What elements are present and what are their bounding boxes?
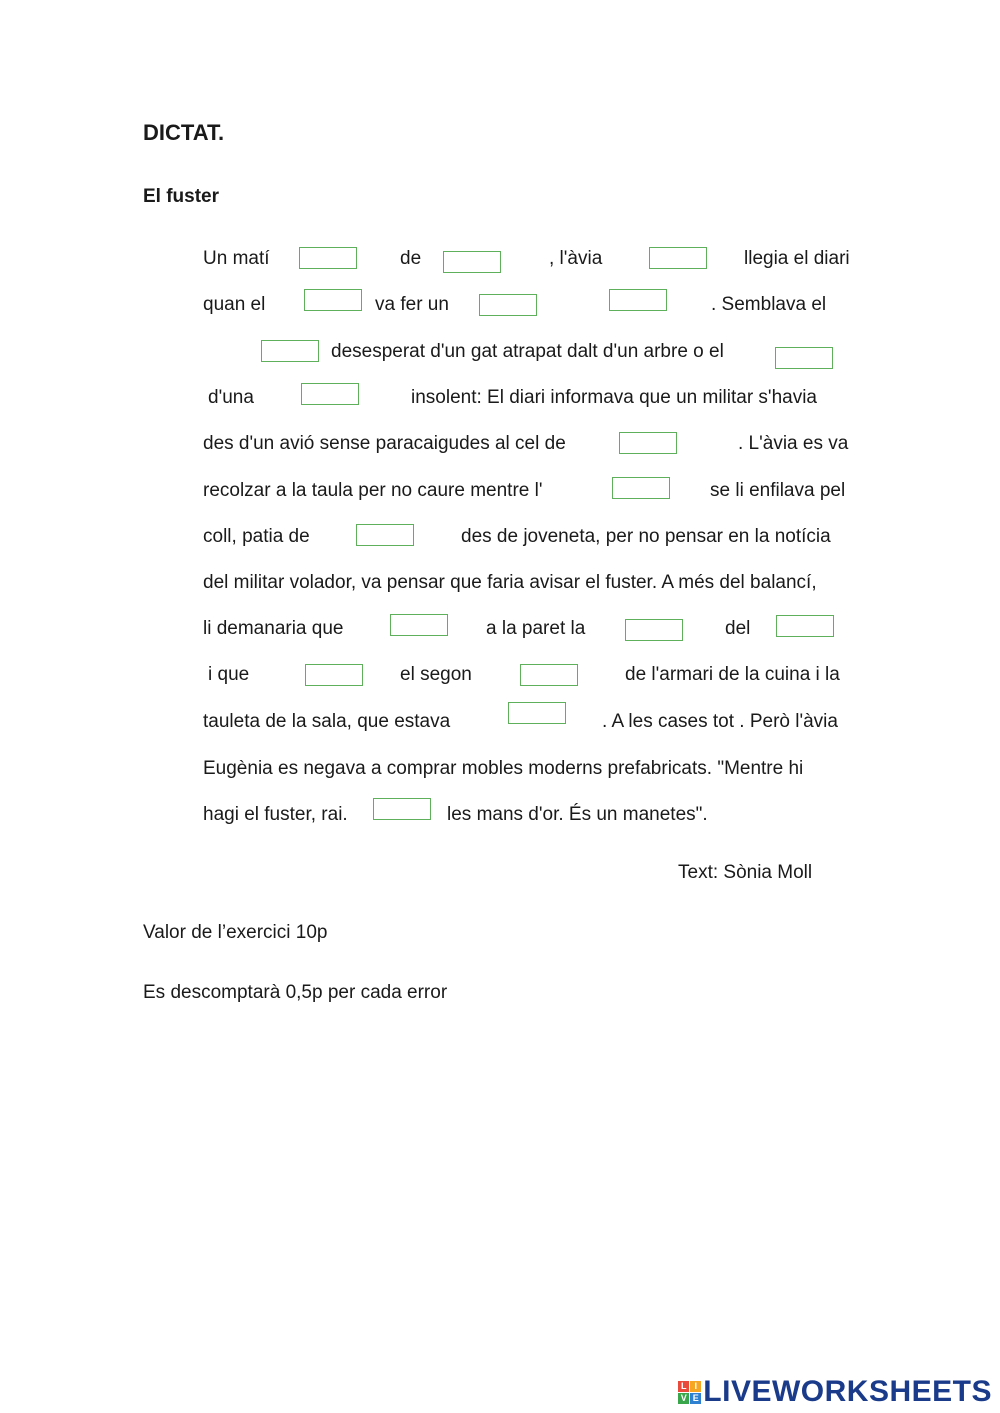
- text-fragment: de: [400, 248, 422, 269]
- answer-blank-10[interactable]: [619, 432, 677, 454]
- text-fragment: desesperat d'un gat atrapat dalt d'un arbre o el: [331, 341, 724, 362]
- answer-blank-11[interactable]: [612, 477, 670, 499]
- exercise-value-note: Valor de l’exercici 10p: [143, 922, 328, 943]
- answer-blank-1[interactable]: [299, 247, 357, 269]
- text-fragment: va fer un: [375, 294, 449, 315]
- answer-blank-3[interactable]: [649, 247, 707, 269]
- answer-blank-4[interactable]: [304, 289, 362, 311]
- text-fragment: des d'un avió sense paracaigudes al cel de: [203, 433, 566, 454]
- answer-blank-14[interactable]: [625, 619, 683, 641]
- text-fragment: llegia el diari: [744, 248, 850, 269]
- text-fragment: . L'àvia es va: [738, 433, 849, 454]
- text-fragment: . Semblava el: [711, 294, 827, 315]
- text-fragment: del: [725, 618, 751, 639]
- answer-blank-18[interactable]: [508, 702, 566, 724]
- answer-blank-12[interactable]: [356, 524, 414, 546]
- text-fragment: . A les cases tot . Però l'àvia: [602, 711, 838, 732]
- liveworksheets-logo: [678, 1375, 992, 1409]
- text-fragment: i que: [208, 664, 250, 685]
- logo-wordmark: LIVEWORKSHEETS: [703, 1375, 992, 1408]
- text-fragment: coll, patia de: [203, 526, 310, 547]
- logo-letter: V: [678, 1393, 689, 1404]
- text-fragment: del militar volador, va pensar que faria avisar el fuster. A més del balancí,: [203, 572, 817, 593]
- deduction-note: Es descomptarà 0,5p per cada error: [143, 982, 448, 1003]
- text-fragment: Eugènia es negava a comprar mobles moderns prefabricats. "Mentre hi: [203, 758, 804, 779]
- text-fragment: les mans d'or. És un manetes".: [447, 804, 708, 825]
- answer-blank-13[interactable]: [390, 614, 448, 636]
- logo-letter: L: [678, 1381, 689, 1392]
- text-fragment: de l'armari de la cuina i la: [625, 664, 840, 685]
- answer-blank-16[interactable]: [305, 664, 363, 686]
- text-fragment: tauleta de la sala, que estava: [203, 711, 451, 732]
- exercise-subtitle: El fuster: [143, 186, 220, 207]
- answer-blank-6[interactable]: [609, 289, 667, 311]
- text-fragment: a la paret la: [486, 618, 586, 639]
- text-fragment: hagi el fuster, rai.: [203, 804, 348, 825]
- answer-blank-5[interactable]: [479, 294, 537, 316]
- answer-blank-15[interactable]: [776, 615, 834, 637]
- text-fragment: insolent: El diari informava que un militar s'havia: [411, 387, 817, 408]
- text-fragment: li demanaria que: [203, 618, 344, 639]
- answer-blank-9[interactable]: [301, 383, 359, 405]
- text-fragment: des de joveneta, per no pensar en la notícia: [461, 526, 831, 547]
- answer-blank-19[interactable]: [373, 798, 431, 820]
- page-title: DICTAT.: [143, 120, 225, 145]
- text-fragment: quan el: [203, 294, 266, 315]
- text-credit: Text: Sònia Moll: [678, 862, 813, 883]
- text-fragment: d'una: [208, 387, 254, 408]
- logo-letter: E: [690, 1393, 701, 1404]
- text-fragment: el segon: [400, 664, 472, 685]
- answer-blank-2[interactable]: [443, 251, 501, 273]
- logo-letter: I: [690, 1381, 701, 1392]
- logo-blocks-icon: [678, 1381, 701, 1404]
- answer-blank-17[interactable]: [520, 664, 578, 686]
- text-fragment: se li enfilava pel: [710, 480, 846, 501]
- answer-blank-8[interactable]: [775, 347, 833, 369]
- answer-blank-7[interactable]: [261, 340, 319, 362]
- text-fragment: , l'àvia: [549, 248, 603, 269]
- text-fragment: recolzar a la taula per no caure mentre l': [203, 480, 543, 501]
- text-fragment: Un matí: [203, 248, 270, 269]
